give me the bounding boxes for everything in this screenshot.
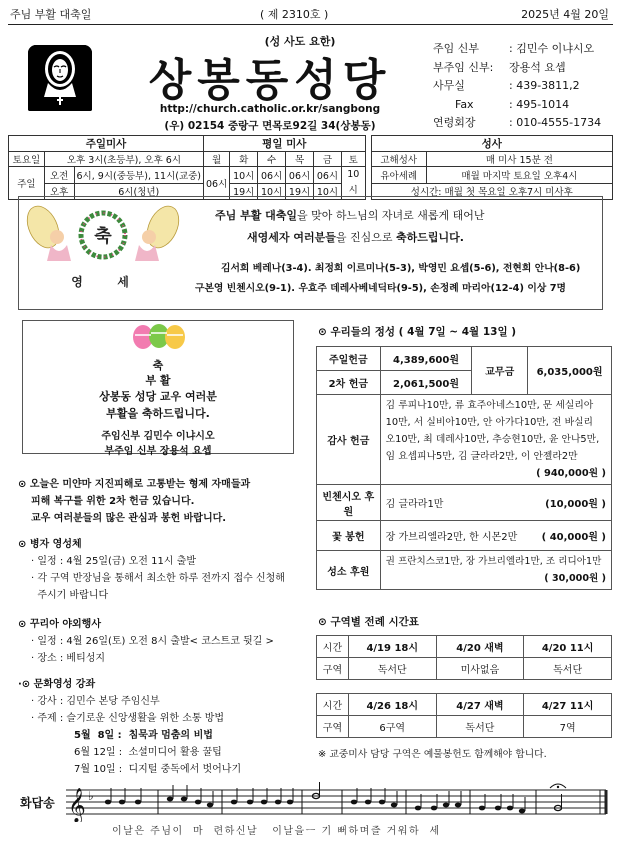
notice-section	[18, 616, 310, 667]
circle-bullet-icon: ⊙	[18, 479, 30, 490]
offerings-title: ⊙ 우리들의 정성 ( 4월 7일 ~ 4월 13일 )	[318, 326, 517, 338]
time-label: 시간	[317, 694, 349, 716]
lecture-item: 6월 12일 : 소셜미디어 활용 꿀팁	[74, 747, 222, 758]
liturgy-area: 6구역	[348, 716, 436, 738]
easter-card	[22, 320, 294, 457]
liturgy-area: 미사없음	[436, 658, 524, 680]
sacrament-name: 고해성사	[371, 152, 426, 167]
music-staff-icon	[66, 782, 612, 822]
liturgy-time: 4/19 18시	[348, 636, 436, 658]
weekday-time: 06시	[314, 167, 342, 184]
side-char: 세	[117, 275, 129, 289]
church-name: 상봉동성당	[148, 55, 392, 106]
liturgy-time: 4/27 11시	[524, 694, 612, 716]
saturday-value: 오후 3시(초등부), 오후 6시	[44, 152, 203, 167]
weekday-mass-header: 평일 미사	[204, 136, 366, 152]
staff-info	[433, 40, 613, 133]
hymn-label: 화답송	[20, 796, 55, 810]
issue-number: ( 제 2310호 )	[260, 8, 329, 21]
pm-label: 오후	[44, 183, 74, 200]
offering-value: 2,061,500원	[380, 371, 472, 395]
staff-row: 부주임 신부: 장용석 요셉	[433, 60, 566, 74]
staff-row: 연령회장 : 010-4555-1734	[433, 116, 602, 130]
day-fri: 금	[314, 152, 342, 167]
flower-row: 장 가브리엘라2만, 한 시몬2만 ( 40,000원 )	[380, 521, 611, 551]
top-line	[8, 6, 613, 22]
offering-label: 성소 후원	[317, 551, 381, 590]
notice-line: · 일정 : 4월 25일(금) 오전 11시 출발	[31, 556, 197, 567]
treble-clef: 𝄞	[68, 788, 86, 822]
notice-section	[18, 476, 310, 527]
card-line-1: 축	[152, 359, 164, 372]
liturgy-time: 4/26 18시	[348, 694, 436, 716]
weekday-time: 19시	[230, 183, 258, 200]
offerings-table	[316, 346, 612, 590]
baptism-names-2: 구본영 빈첸시오(9-1). 우효주 데레사베네딕타(9-5), 손정례 마리아(12-4) 이상 7명	[195, 283, 566, 294]
circle-bullet-icon: ⊙	[18, 619, 30, 630]
offering-label: 감사 헌금	[317, 395, 381, 485]
staff-row: 사무실 : 439-3811,2	[433, 79, 580, 93]
mon-time: 06시	[204, 167, 230, 200]
notice-section	[18, 676, 310, 778]
day-tue: 화	[230, 152, 258, 167]
church-logo	[28, 45, 92, 111]
liturgy-table-week1	[316, 635, 612, 680]
staff-row: Fax : 495-1014	[455, 97, 570, 111]
notice-title: ·⊙ 문화영성 강좌	[18, 679, 96, 690]
holy-hour-note: 성시간: 매월 첫 목요일 오후7시 미사후	[371, 183, 612, 200]
weekday-time: 06시	[286, 167, 314, 184]
angels-wreath-icon	[23, 201, 183, 305]
circle-bullet-icon: ·⊙	[18, 679, 34, 690]
card-line-6: 부주임 신부 장용석 요셉	[104, 446, 212, 457]
church-url[interactable]: http://church.catholic.or.kr/sangbong	[159, 103, 381, 115]
area-label: 구역	[317, 716, 349, 738]
notice-line: · 각 구역 반장님을 통해서 최소한 하루 전까지 접수 신청해	[31, 573, 285, 584]
weekday-time: 06시	[258, 167, 286, 184]
circle-bullet-icon: ⊙	[18, 539, 30, 550]
day-mon: 월	[204, 152, 230, 167]
bulletin-date: 2025년 4월 20일	[521, 8, 609, 21]
notice-section	[18, 536, 310, 604]
offering-value: 4,389,600원	[380, 347, 472, 371]
liturgy-table-week2	[316, 693, 612, 738]
sat-time: 10 시	[341, 167, 365, 200]
card-line-2: 부 활	[145, 374, 171, 387]
liturgy-note: ※ 교중미사 담당 구역은 예물봉헌도 함께해야 합니다.	[318, 749, 547, 760]
day-sat: 토	[341, 152, 365, 167]
svg-text:♭: ♭	[88, 789, 94, 803]
sunday-mass-header: 주일미사	[9, 136, 204, 152]
circle-bullet-icon: ⊙	[318, 616, 331, 628]
vocation-row: 권 프란치스코1만, 장 가브리엘라1만, 조 리디아1만 ( 30,000원 )	[380, 551, 611, 590]
notice-line: 주시기 바랍니다	[31, 590, 109, 601]
card-line-5: 주임신부 김민수 이냐시오	[101, 431, 215, 442]
area-label: 구역	[317, 658, 349, 680]
offering-label: 빈첸시오 후원	[317, 485, 381, 521]
offering-label: 꽃 봉헌	[317, 521, 381, 551]
card-line-3: 상봉동 성당 교우 여러분	[99, 390, 217, 403]
baptism-line-1: 주님 부활 대축일을 맞아 하느님의 자녀로 새롭게 태어난	[215, 209, 485, 222]
lecture-item: 7월 10일 : 디지털 중독에서 벗어나기	[74, 764, 242, 775]
liturgy-title: ⊙ 구역별 전례 시간표	[318, 616, 419, 628]
circle-bullet-icon: ⊙	[318, 326, 331, 338]
jesus-logo-icon	[28, 45, 92, 111]
baptism-box	[18, 196, 603, 310]
vincent-row: 김 글라라1만 (10,000원 )	[380, 485, 611, 521]
sacrament-value: 매 미사 15분 전	[426, 152, 612, 167]
sunday-label: 주일	[9, 167, 45, 200]
baptism-line-2: 새영세자 여러분들을 진심으로 축하드립니다.	[247, 231, 464, 244]
bulletin-name: 주님 부활 대축일	[10, 8, 92, 21]
top-divider	[8, 24, 613, 25]
liturgy-time: 4/27 새벽	[436, 694, 524, 716]
liturgy-time: 4/20 새벽	[436, 636, 524, 658]
sacrament-name: 유아세례	[371, 167, 426, 184]
day-thu: 목	[286, 152, 314, 167]
wreath-char: 축	[94, 226, 112, 247]
hymn-lyrics: 이날은 주님이 마 련하신날 이날을ㅡ 기 뻐하며즐 거워하 세	[112, 826, 441, 837]
mass-schedule-table	[8, 135, 613, 200]
side-char: 영	[71, 275, 83, 289]
am-label: 오전	[44, 167, 74, 184]
thanks-list: 김 루피나10만, 류 효주아네스10만, 문 세실리아 10만, 서 실비아10만, 안 아가다10만, 전 바실리 오10만, 최 데레사10만, 추승현10만, 윤 안나5만, 임 요셉피나5만, 김 글라라2만, 이 안젤라2만 ( 940,000원 )	[380, 395, 611, 485]
offering-label: 2차 헌금	[317, 371, 381, 395]
liturgy-area: 독서단	[436, 716, 524, 738]
sacrament-value: 매월 마지막 토요일 오후4시	[426, 167, 612, 184]
notice-line: · 주제 : 슬기로운 신앙생활을 위한 소통 방법	[31, 713, 225, 724]
notice-line: · 일정 : 4월 26일(토) 오전 8시 출발< 코스트코 뒷길 >	[31, 636, 274, 647]
offering-label: 주일헌금	[317, 347, 381, 371]
notice-title: ⊙ 오늘은 미얀마 지진피해로 고통받는 형제 자매들과	[18, 479, 251, 490]
time-label: 시간	[317, 636, 349, 658]
easter-eggs-icon	[129, 323, 189, 349]
staff-row: 주임 신부 : 김민수 이냐시오	[433, 42, 595, 55]
notice-title: ⊙ 꾸리아 야외행사	[18, 619, 101, 630]
sacrament-header: 성사	[371, 136, 612, 152]
pm-value: 6시(청년)	[74, 183, 204, 200]
offering-label: 교무금	[472, 347, 528, 395]
church-address: (우) 02154 중랑구 면목로92길 34(상봉동)	[164, 120, 376, 132]
notice-line: · 강사 : 김민수 본당 주임신부	[31, 696, 160, 707]
weekday-time: 10시	[230, 167, 258, 184]
saturday-label: 토요일	[9, 152, 45, 167]
notice-title: ⊙ 병자 영성체	[18, 539, 82, 550]
notice-line: 교우 여러분들의 많은 관심과 봉헌 바랍니다.	[31, 513, 227, 524]
notice-line: 피해 복구를 위한 2차 헌금 있습니다.	[31, 496, 195, 507]
weekday-time: 10시	[314, 183, 342, 200]
liturgy-area: 7역	[524, 716, 612, 738]
patron-saint: (성 사도 요한)	[264, 35, 336, 48]
weekday-time: 10시	[258, 183, 286, 200]
liturgy-area: 독서단	[524, 658, 612, 680]
am-value: 6시, 9시(중등부), 11시(교중)	[74, 167, 204, 184]
day-wed: 수	[258, 152, 286, 167]
notice-line: · 장소 : 베티성지	[31, 653, 106, 664]
offering-value: 6,035,000원	[528, 347, 612, 395]
weekday-time: 19시	[286, 183, 314, 200]
liturgy-time: 4/20 11시	[524, 636, 612, 658]
baptism-names-1: 김서희 베레나(3-4). 최정희 이르미나(5-3), 박영민 요셉(5-6), 전현희 안나(8-6)	[221, 263, 581, 274]
card-line-4: 부활을 축하드립니다.	[106, 407, 210, 420]
lecture-item: 5월 8일 : 침묵과 멈춤의 비법	[74, 730, 213, 741]
liturgy-area: 독서단	[348, 658, 436, 680]
